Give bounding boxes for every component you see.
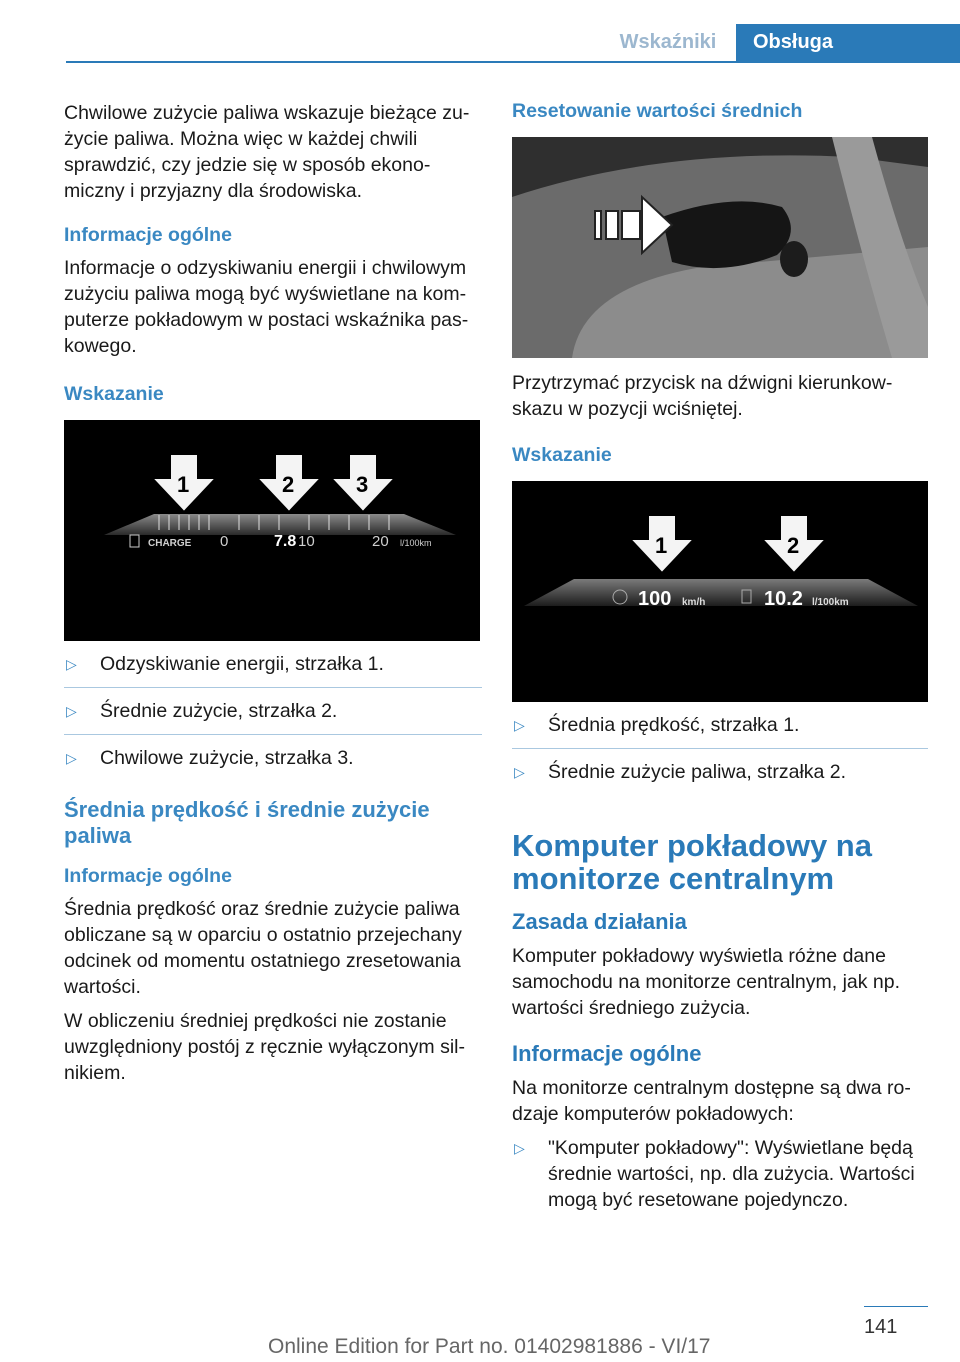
triangle-bullet-icon: ▷ [514, 764, 525, 780]
gauge-band [104, 514, 456, 535]
arrow-3-label: 3 [356, 472, 369, 497]
page-number: 141 [864, 1316, 898, 1338]
edition-text: Online Edition for Part no. 01402981886 - VI/17 [268, 1335, 711, 1358]
principle-paragraph: Komputer pokładowy wyświetla różne dane samochodu na monitorze centralnym, jak np. wartości średniego zużycia. [512, 945, 901, 1019]
bar-indicator-graphic [64, 420, 480, 641]
list-item [64, 651, 482, 677]
average-fuel-unit: l/100km [812, 597, 849, 608]
divider [512, 748, 928, 749]
right-column [512, 100, 928, 1213]
average-paragraph-2: W obliczeniu średniej prędkości nie zostanie uwzględniony postój z ręcznie wyłączonym silnikiem. [64, 1010, 466, 1084]
turn-signal-lever-figure [512, 137, 928, 358]
gauge-twenty: 20 [372, 533, 389, 550]
average-display-graphic [512, 481, 928, 702]
arrow-2-label: 2 [787, 533, 800, 558]
arrow-1-label: 1 [177, 472, 190, 497]
reset-paragraph: Przytrzymać przycisk na dźwigni kierunkowskazu w pozycji wciśniętej. [512, 372, 893, 420]
header-rule [66, 61, 960, 63]
list-item [512, 712, 928, 738]
subheading-display: Wskazanie [64, 383, 164, 405]
bar-indicator-figure [64, 420, 480, 641]
list-item-text: Średnie zużycie paliwa, strzałka 2. [548, 761, 847, 783]
left-column [64, 100, 482, 1098]
tab-wskazniki[interactable]: Wskaźniki [619, 31, 717, 53]
list-item-text: Średnie zużycie, strzałka 2. [100, 700, 338, 722]
triangle-bullet-icon: ▷ [66, 703, 77, 719]
list-item [512, 1135, 928, 1213]
general-heading-right: Informacje ogólne [512, 1041, 702, 1066]
charge-label: CHARGE [148, 538, 192, 549]
subheading-display-right: Wskazanie [512, 444, 612, 466]
gauge-current-value: 7.8 [274, 533, 297, 550]
gauge-unit: l/100km [400, 538, 432, 548]
display-band [524, 579, 918, 606]
subheading-general: Informacje ogólne [64, 224, 232, 246]
subheading-general-2: Informacje ogólne [64, 865, 232, 887]
list-item [512, 759, 928, 785]
average-bullet-list [512, 712, 928, 785]
average-speed-unit: km/h [682, 597, 706, 608]
footer-rule [864, 1306, 928, 1307]
triangle-bullet-icon: ▷ [66, 656, 77, 672]
list-item-text: Średnia prędkość, strzałka 1. [548, 714, 800, 736]
list-item-text: Odzyskiwanie energii, strzałka 1. [100, 653, 384, 675]
tab-obsluga[interactable]: Obsługa [736, 24, 960, 61]
intro-paragraph: Chwilowe zużycie paliwa wskazuje bieżące zużycie paliwa. Można więc w każdej chwili sprawdzić, czy jedzie się w sposób ekonomiczny i przyjazny dla środowiska. [64, 102, 470, 202]
arrow-2-label: 2 [282, 472, 295, 497]
gauge-ten: 10 [298, 533, 315, 550]
section-heading: Średnia prędkość i średnie zużycie paliwa [64, 797, 430, 848]
list-item-text: "Komputer pokładowy": Wyświetlane będą średnie wartości, np. dla zużycia. Wartości mogą być resetowane pojedynczo. [548, 1137, 915, 1211]
divider [64, 734, 482, 735]
gauge-zero: 0 [220, 533, 229, 550]
chapter-heading: Komputer pokładowy na monitorze centralnym [512, 828, 872, 896]
general-paragraph: Informacje o odzyskiwaniu energii i chwilowym zużyciu paliwa mogą być wyświetlane na komputerze pokładowym w postaci wskaźnika paskowego. [64, 257, 469, 357]
lever-illustration [512, 137, 928, 358]
triangle-bullet-icon: ▷ [514, 1140, 525, 1156]
general-paragraph-right: Na monitorze centralnym dostępne są dwa rodzaje komputerów pokładowych: [512, 1077, 911, 1125]
arrow-1-label: 1 [655, 533, 668, 558]
list-item [64, 745, 482, 771]
divider [64, 687, 482, 688]
average-paragraph-1: Średnia prędkość oraz średnie zużycie paliwa obliczane są w oparciu o ostatnio przejechany odcinek od momentu ostatniego zresetowania wartości. [64, 898, 462, 998]
triangle-bullet-icon: ▷ [514, 717, 525, 733]
list-item-text: Chwilowe zużycie, strzałka 3. [100, 747, 354, 769]
triangle-bullet-icon: ▷ [66, 750, 77, 766]
list-item [64, 698, 482, 724]
fuel-pump-icon [130, 535, 139, 547]
reset-heading: Resetowanie wartości średnich [512, 100, 803, 122]
indicator-bullet-list [64, 651, 482, 771]
principle-heading: Zasada działania [512, 909, 687, 934]
average-fuel-value: 10.2 [764, 588, 803, 610]
average-display-figure [512, 481, 928, 702]
average-speed-value: 100 [638, 588, 672, 610]
